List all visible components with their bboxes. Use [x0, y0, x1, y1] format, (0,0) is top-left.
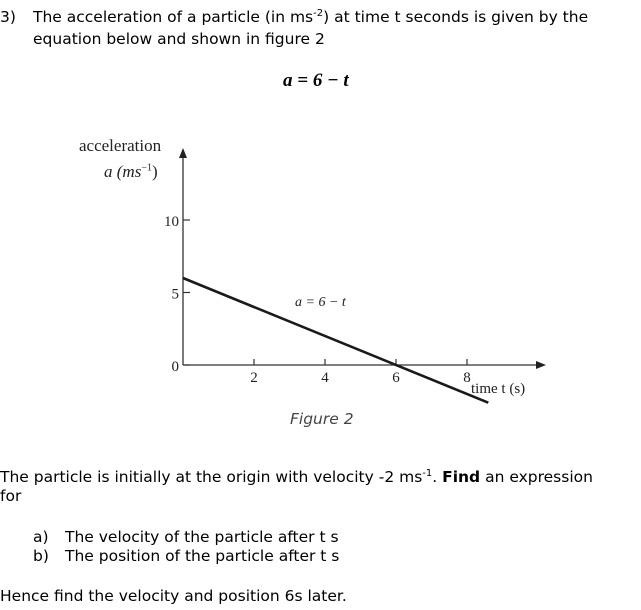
part-a-text: The velocity of the particle after t s	[65, 528, 339, 546]
x-tick-label: 8	[463, 370, 471, 386]
part-a-label: a)	[33, 528, 49, 546]
x-tick-label: 2	[250, 370, 258, 386]
question-line-2: equation below and shown in figure 2	[33, 30, 325, 48]
y-axis-unit-text: a (ms	[104, 162, 142, 181]
intro-mid: .	[432, 468, 443, 486]
y-axis-unit-close: )	[151, 162, 158, 181]
y-tick-label: 5	[171, 286, 179, 303]
y-axis-label: acceleration	[79, 136, 162, 155]
y-tick-label: 10	[164, 214, 179, 230]
intro-bold: Find	[442, 468, 481, 486]
intro-line-1	[0, 468, 593, 486]
y-tick-label: 0	[171, 359, 179, 375]
line-label: a = 6 − t	[295, 295, 346, 310]
intro-line-2: for	[0, 487, 22, 505]
x-axis-label: time t (s)	[471, 381, 526, 397]
x-tick-label: 4	[321, 370, 329, 386]
final-question: Hence find the velocity and position 6s later.	[0, 587, 347, 605]
figure-caption: Figure 2	[290, 410, 354, 428]
y-axis-unit-sup: −1	[141, 162, 152, 174]
part-b-text: The position of the particle after t s	[65, 547, 340, 565]
x-axis-arrow	[536, 361, 546, 369]
intro-post: an expression	[480, 468, 593, 486]
part-b-label: b)	[33, 547, 49, 565]
question-line-1-text: The acceleration of a particle (in ms	[33, 8, 314, 26]
y-axis-arrow	[179, 148, 187, 158]
question-line-1-sup: -2	[313, 7, 324, 19]
intro-text: The particle is initially at the origin with velocity -2 ms	[0, 468, 423, 486]
x-tick-label: 6	[392, 370, 400, 386]
intro-sup: -1	[422, 467, 433, 479]
question-line-1-post: ) at time t seconds is given by the	[323, 8, 589, 26]
question-number: 3)	[0, 8, 16, 26]
equation: a = 6 − t	[283, 70, 349, 91]
